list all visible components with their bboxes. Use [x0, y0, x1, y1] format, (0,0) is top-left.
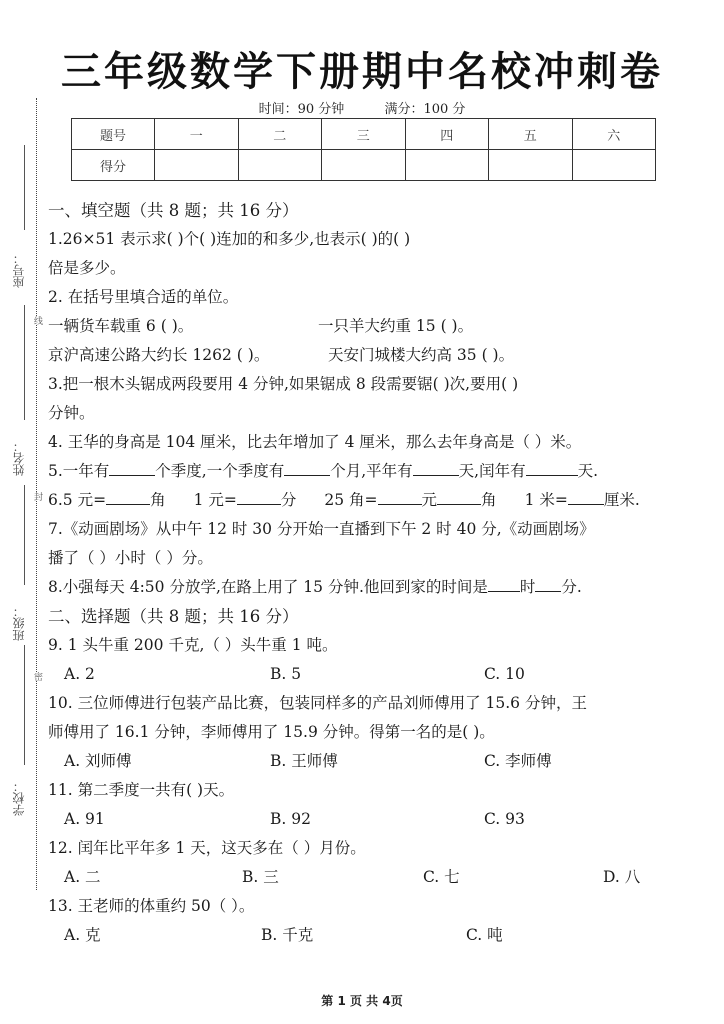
question-1-cont: 倍是多少。 [48, 259, 126, 277]
school-label: 学校： [12, 780, 26, 816]
exam-time: 时间：90 分钟 [258, 102, 345, 117]
question-3: 3.把一根木头锯成两段要用 4 分钟,如果锯成 8 段需要锯( )次,要用( ) [48, 375, 519, 393]
option-c[interactable]: C. 吨 [466, 926, 503, 944]
q6-text: 25 角= [324, 491, 378, 509]
question-11-options [48, 805, 688, 834]
option-b[interactable]: B. 千克 [261, 926, 314, 944]
question-9: 9. 1 头牛重 200 千克,（ ）头牛重 1 吨。 [48, 636, 338, 654]
column-2: 二 [238, 119, 322, 150]
question-10: 10. 三位师傅进行包装产品比赛，包装同样多的产品刘师傅用了 15.6 分钟，王 [48, 694, 587, 712]
question-12: 12. 闰年比平年多 1 天，这天多在（ ）月份。 [48, 839, 366, 857]
q6-text: 6.5 元= [48, 491, 107, 509]
seat-number-label: 座号： [12, 252, 26, 288]
answer-blank[interactable] [378, 486, 422, 505]
column-3: 三 [322, 119, 406, 150]
question-content [48, 196, 688, 950]
exam-meta [0, 98, 724, 117]
answer-blank[interactable] [106, 486, 150, 505]
score-cell[interactable] [322, 150, 406, 181]
score-cell[interactable] [489, 150, 573, 181]
question-3-cont: 分钟。 [48, 404, 95, 422]
question-5 [48, 457, 688, 486]
q6-text: 1 米= [524, 491, 568, 509]
question-4: 4. 王华的身高是 104 厘米，比去年增加了 4 厘米，那么去年身高是（ ）米。 [48, 433, 582, 451]
question-1: 1.26×51 表示求( )个( )连加的和多少,也表示( )的( ) [48, 230, 411, 248]
answer-blank[interactable] [535, 573, 561, 592]
score-cell[interactable] [238, 150, 322, 181]
q5-text: 天. [577, 462, 599, 480]
q5-text: 5.一年有 [48, 462, 110, 480]
score-table-score-row [72, 150, 656, 181]
option-a[interactable]: A. 二 [64, 868, 101, 886]
q6-text: 分 [280, 491, 297, 509]
dot-mark-secret: 密 [32, 672, 42, 681]
binding-solid-line [24, 485, 25, 585]
option-b[interactable]: B. 三 [242, 868, 279, 886]
option-b[interactable]: B. 5 [270, 665, 302, 683]
answer-blank[interactable] [568, 486, 604, 505]
q5-text: 天,闰年有 [458, 462, 526, 480]
column-6: 六 [572, 119, 656, 150]
option-a[interactable]: A. 2 [64, 665, 95, 683]
question-13: 13. 王老师的体重约 50（ ）。 [48, 897, 255, 915]
answer-blank[interactable] [284, 457, 330, 476]
binding-solid-line [24, 145, 25, 230]
score-table [71, 118, 656, 181]
question-2a: 一辆货车载重 6 ( )。 [48, 317, 194, 335]
question-2-row-1 [48, 312, 688, 341]
answer-blank[interactable] [109, 457, 155, 476]
column-1: 一 [155, 119, 239, 150]
class-label: 班级： [12, 605, 26, 641]
option-b[interactable]: B. 王师傅 [270, 752, 338, 770]
q8-text: 8.小强每天 4:50 分放学,在路上用了 15 分钟.他回到家的时间是 [48, 578, 488, 596]
answer-blank[interactable] [413, 457, 459, 476]
question-2c: 京沪高速公路大约长 1262 ( )。 [48, 346, 270, 364]
binding-solid-line [24, 305, 25, 420]
header-label: 题号 [72, 119, 155, 150]
section-choice-heading: 二、选择题（共 8 题；共 16 分） [48, 607, 299, 626]
answer-blank[interactable] [488, 573, 520, 592]
name-label: 姓名： [12, 440, 26, 476]
answer-blank[interactable] [526, 457, 578, 476]
option-c[interactable]: C. 93 [484, 810, 525, 828]
score-table-header-row [72, 119, 656, 150]
dot-mark-line: 线 [32, 316, 42, 325]
answer-blank[interactable] [437, 486, 481, 505]
question-8 [48, 573, 688, 602]
question-2b: 一只羊大约重 15 ( )。 [318, 317, 474, 335]
exam-full-score: 满分：100 分 [384, 102, 466, 117]
option-b[interactable]: B. 92 [270, 810, 311, 828]
option-c[interactable]: C. 10 [484, 665, 525, 683]
q8-text: 时 [519, 578, 536, 596]
question-2: 2. 在括号里填合适的单位。 [48, 288, 239, 306]
q8-text: 分. [561, 578, 582, 596]
option-c[interactable]: C. 李师傅 [484, 752, 552, 770]
exam-title: 三年级数学下册期中名校冲刺卷 [61, 49, 663, 95]
page-footer: 第 1 页 共 4页 [321, 994, 403, 1008]
question-2d: 天安门城楼大约高 35 ( )。 [328, 346, 515, 364]
question-10-options [48, 747, 688, 776]
score-cell[interactable] [405, 150, 489, 181]
q6-text: 角 [150, 491, 166, 509]
option-a[interactable]: A. 刘师傅 [64, 752, 132, 770]
question-7: 7.《动画剧场》从中午 12 时 30 分开始一直播到下午 2 时 40 分,《动画剧场》 [48, 520, 595, 538]
score-cell[interactable] [155, 150, 239, 181]
question-2-row-2 [48, 341, 688, 370]
binding-solid-line [24, 645, 25, 765]
q6-text: 厘米. [603, 491, 640, 509]
question-13-options [48, 921, 688, 950]
q6-text: 元 [421, 491, 438, 509]
score-cell[interactable] [572, 150, 656, 181]
question-9-options [48, 660, 688, 689]
question-6 [48, 486, 688, 515]
question-12-options [48, 863, 688, 892]
column-5: 五 [489, 119, 573, 150]
option-a[interactable]: A. 克 [64, 926, 101, 944]
question-11: 11. 第二季度一共有( )天。 [48, 781, 235, 799]
column-4: 四 [405, 119, 489, 150]
q6-text: 角 [481, 491, 497, 509]
option-c[interactable]: C. 七 [423, 868, 460, 886]
option-d[interactable]: D. 八 [603, 868, 641, 886]
q6-text: 1 元= [193, 491, 237, 509]
q5-text: 个月,平年有 [330, 462, 413, 480]
option-a[interactable]: A. 91 [64, 810, 105, 828]
section-fill-blank-heading: 一、填空题（共 8 题；共 16 分） [48, 201, 299, 220]
answer-blank[interactable] [237, 486, 281, 505]
question-10-cont: 师傅用了 16.1 分钟，李师傅用了 15.9 分钟。得第一名的是( )。 [48, 723, 495, 741]
q5-text: 个季度,一个季度有 [155, 462, 285, 480]
question-7-cont: 播了（ ）小时（ ）分。 [48, 549, 213, 567]
score-label: 得分 [72, 150, 155, 181]
dot-mark-seal: 封 [32, 492, 42, 501]
